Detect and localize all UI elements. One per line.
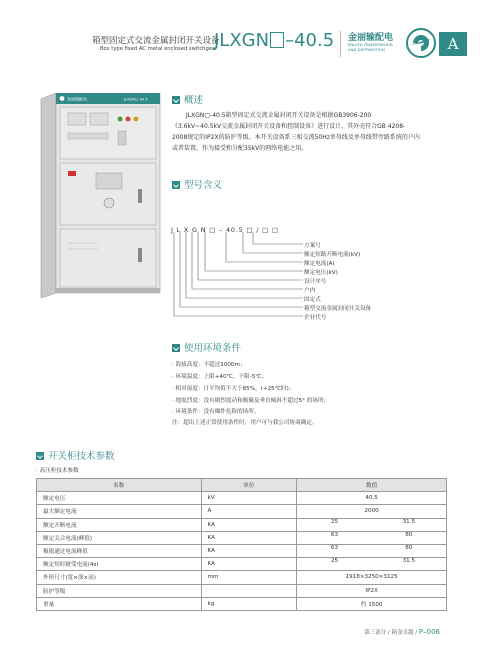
table-row: [37, 597, 447, 610]
param-name: 最大额定电流: [37, 505, 202, 518]
section-tab: A: [439, 32, 467, 56]
header-title-cn: 箱型固定式交流金属封闭开关设备: [92, 36, 220, 46]
condition-item: · 相对湿度：日平均值不大于85%，(+25℃时)；: [172, 386, 295, 392]
legend-item: 企业代号: [304, 315, 327, 321]
model-meaning-heading: [172, 177, 222, 191]
overview-heading: [172, 92, 203, 106]
legend-item: 额定短路开断电流(kV): [304, 252, 361, 258]
condition-item: · 环境温度：上限+40℃，下限-5℃；: [172, 374, 268, 380]
legend-item: 方案号: [304, 243, 321, 249]
condition-item: · 环境条件：没有爆炸危险的场所。: [172, 409, 260, 415]
header-divider: [340, 31, 341, 57]
column-header: 数值: [297, 479, 447, 492]
column-header: 单位: [201, 479, 297, 492]
tech-subheading: · 高压柜技术参数: [36, 468, 79, 474]
param-value: IP2X: [297, 584, 447, 597]
table-row: [37, 571, 447, 584]
page-footer: 第三部分 / 箱变卓越 / P–006: [364, 628, 440, 636]
conditions-heading-text: 使用环境条件: [184, 343, 242, 354]
brand-en-line2: AND DISTRIBUTION: [348, 47, 385, 52]
tech-parameters-table: [36, 478, 447, 611]
param-unit: [201, 584, 297, 597]
legend-item: 设计序号: [304, 279, 327, 285]
brand-logo-icon: [406, 28, 436, 58]
condition-note: 注：超出上述正常使用条件时，用户可与我公司协商确定。: [172, 420, 318, 426]
table-row: [37, 584, 447, 597]
header-title-en: Box type fixed AC metal enclosed switchgear: [100, 46, 218, 52]
header-model-prefix: JLXGN: [214, 30, 270, 51]
page-number: P–006: [418, 628, 440, 636]
model-box-icon: [270, 32, 284, 48]
param-value: 80: [405, 531, 413, 538]
param-name: 外形尺寸(宽×深×高): [37, 571, 202, 584]
check-icon: [36, 452, 44, 460]
param-name: 极限通过电流峰值: [37, 544, 202, 557]
param-value: 63: [330, 544, 339, 551]
overview-heading-text: 概述: [184, 95, 204, 106]
param-value: 40.5: [297, 492, 447, 505]
header-model: [214, 30, 334, 51]
table-row: [37, 492, 447, 505]
param-name: 重量: [37, 597, 202, 610]
param-unit: KA: [201, 558, 297, 571]
param-unit: KA: [201, 531, 297, 544]
model-legend-bracket-lines: [171, 232, 311, 320]
cabinet-brand-label: 金丽输配电: [67, 96, 87, 102]
param-value: 31.5: [402, 518, 416, 525]
param-value: 31.5: [402, 558, 416, 565]
param-value: 25: [330, 518, 339, 525]
legend-item: 额定电流(A): [304, 261, 335, 267]
switchgear-cabinet-illustration: [38, 93, 163, 298]
condition-item: · 海拔高度：不超过1000m；: [172, 362, 246, 368]
param-value: 63: [330, 531, 339, 538]
table-row: [37, 531, 447, 544]
conditions-heading: [172, 340, 241, 354]
param-name: 额定开断电流: [37, 518, 202, 531]
param-unit: KA: [201, 544, 297, 557]
param-value: 1918×3250×3125: [297, 571, 447, 584]
table-row: [37, 505, 447, 518]
check-icon: [172, 181, 180, 189]
legend-item: 户内: [304, 288, 316, 294]
legend-item: 固定式: [304, 297, 321, 303]
table-row: [37, 518, 447, 531]
model-code: J L X G N □ – 40.5 □ / □ □: [171, 226, 279, 234]
footer-text: 第三部分 / 箱变卓越: [364, 630, 414, 636]
param-value: 25: [330, 558, 339, 565]
tech-heading: [36, 448, 115, 462]
brand-subtitle: [348, 42, 393, 52]
param-unit: kg: [201, 597, 297, 610]
legend-item: 箱型交流金属封闭开关设备: [304, 306, 372, 312]
param-unit: kV: [201, 492, 297, 505]
overview-line: 《3.6kV~40.5kV交流金属封闭开关设备和控制设备》进行设计，其外壳符合GB 4208-: [172, 123, 406, 130]
column-header: 名称: [37, 479, 202, 492]
legend-item: 额定电压(kV): [304, 270, 338, 276]
param-name: 防护等级: [37, 584, 202, 597]
brand-en-line1: JINLIGYI TRANSMISSION: [348, 42, 393, 47]
table-row: [37, 544, 447, 557]
table-row: [37, 558, 447, 571]
param-unit: mm: [201, 571, 297, 584]
param-value: 约 1500: [297, 597, 447, 610]
check-icon: [172, 96, 180, 104]
param-value: 2000: [297, 505, 447, 518]
overview-paragraph: [172, 110, 442, 154]
overview-line: JLXGN□-40.5箱型固定式交流金属封闭开关设备是根据GB3906-200: [186, 112, 372, 119]
model-meaning-heading-text: 型号含义: [184, 180, 223, 191]
header-model-suffix: –40.5: [285, 30, 335, 51]
tech-heading-text: 开关柜技术参数: [48, 451, 115, 462]
param-name: 额定短时耐受电流(4s): [37, 558, 202, 571]
brand-name: 金丽输配电: [348, 33, 394, 43]
param-name: 额定电压: [37, 492, 202, 505]
overview-line: 2008规定的IP2X的防护等级。本开关设备系三相交流50Hz单母线及单母线带旁路系统的户内: [172, 134, 420, 141]
param-unit: KA: [201, 518, 297, 531]
cabinet-model-label: JLXGN□-40.5: [124, 97, 148, 102]
condition-item: · 地震烈度：没有剧烈震动和颠簸及垂直倾斜不超过5° 的场所；: [172, 398, 330, 404]
param-unit: A: [201, 505, 297, 518]
param-value: 80: [405, 544, 413, 551]
check-icon: [172, 344, 180, 352]
table-header-row: [37, 479, 447, 492]
param-name: 额定关合电流(峰值): [37, 531, 202, 544]
overview-line: 或者装置，作为接受和分配35kV的网络电能之用。: [172, 145, 308, 152]
